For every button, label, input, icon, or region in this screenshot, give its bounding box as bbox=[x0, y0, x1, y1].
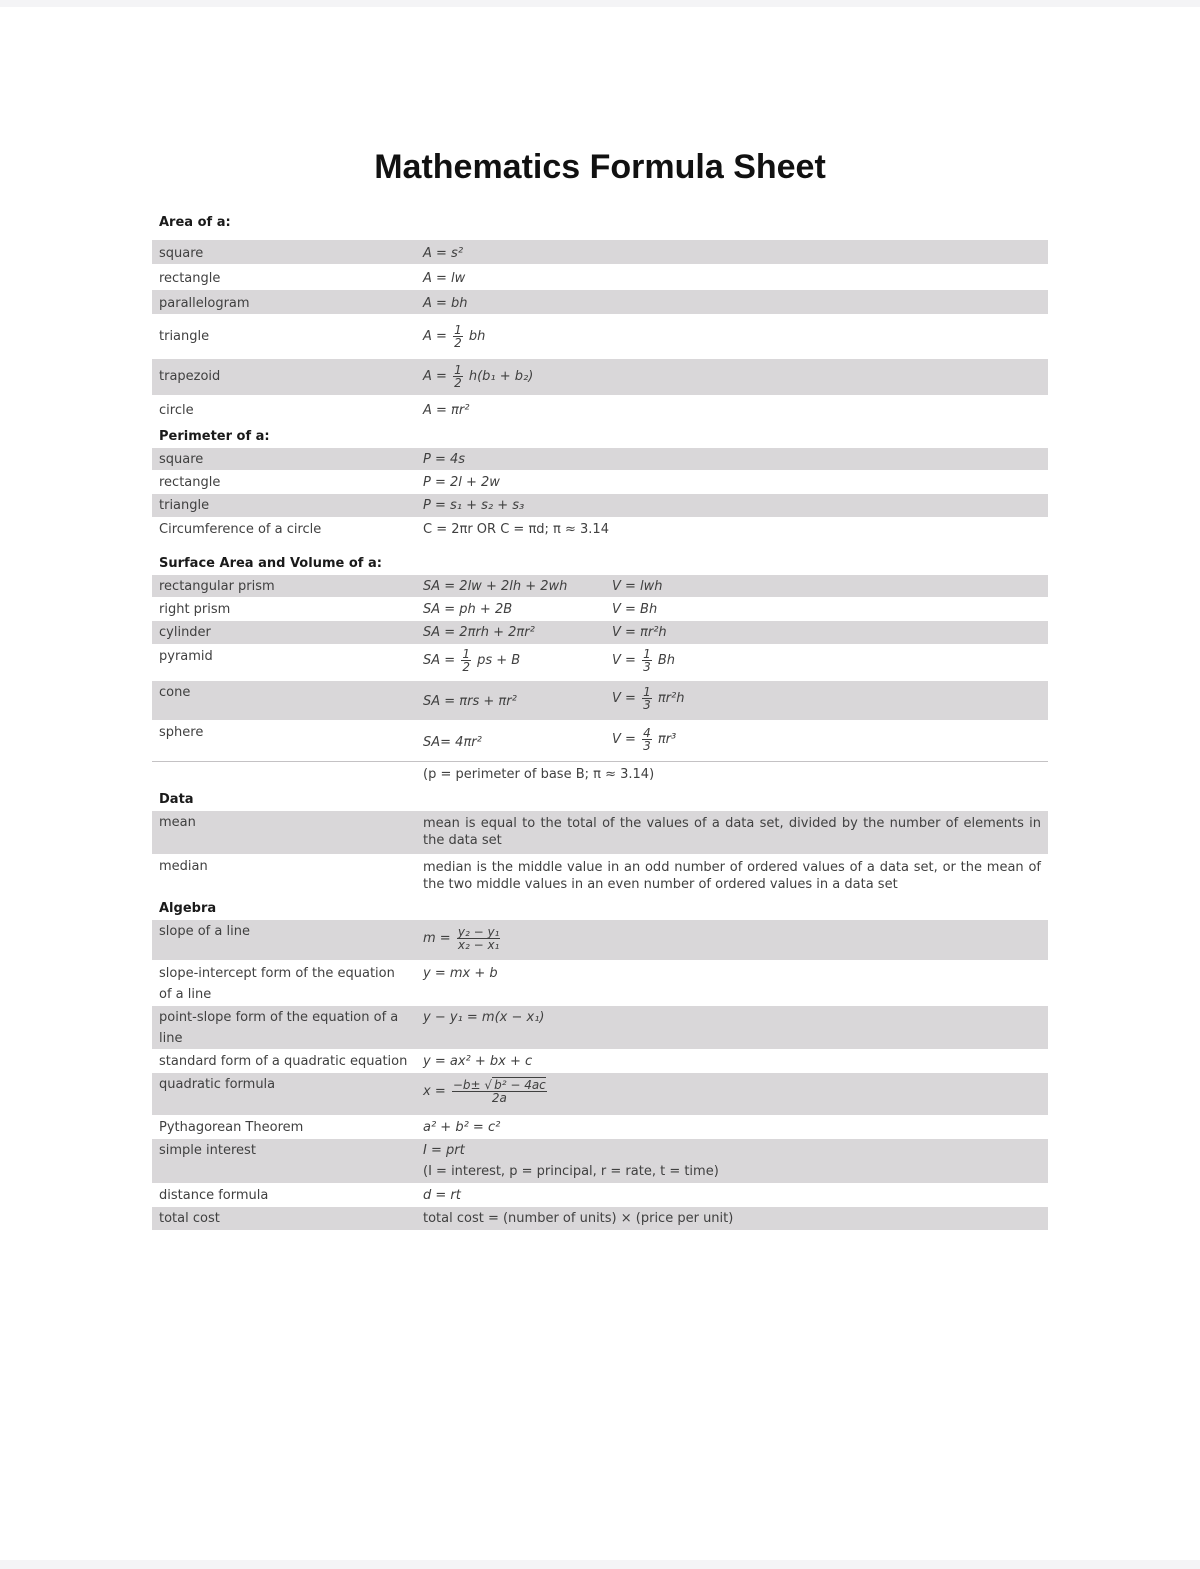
volume-formula bbox=[612, 686, 684, 711]
fraction bbox=[642, 686, 652, 711]
formula bbox=[423, 1079, 549, 1104]
fraction-numerator: 1 bbox=[643, 647, 651, 661]
volume-formula bbox=[612, 648, 675, 673]
row-label: slope-intercept form of the equation of a line bbox=[159, 966, 395, 1002]
right-prism-row bbox=[152, 598, 1048, 620]
simple-interest-row bbox=[152, 1139, 1048, 1183]
formula: C = 2πr OR C = πd; π ≈ 3.14 bbox=[423, 522, 609, 537]
area-square-row bbox=[152, 240, 1048, 264]
formula-lhs: m = bbox=[423, 931, 451, 946]
surface-area-formula: SA = 2πrh + 2πr² bbox=[423, 625, 535, 640]
row-label: triangle bbox=[159, 498, 210, 513]
row-label: rectangle bbox=[159, 475, 221, 490]
formula-lhs: SA = bbox=[423, 653, 456, 668]
fraction-denominator: 2 bbox=[462, 660, 470, 674]
row-label: cylinder bbox=[159, 625, 211, 640]
formula: A = lw bbox=[423, 271, 466, 286]
fraction-denominator: 3 bbox=[643, 698, 651, 712]
surface-heading: Surface Area and Volume of a: bbox=[159, 556, 382, 571]
formula-rhs: πr³ bbox=[657, 732, 677, 747]
volume-formula: V = πr²h bbox=[612, 625, 667, 640]
surface-area-formula: SA = ph + 2B bbox=[423, 602, 513, 617]
surface-area-formula: SA = πrs + πr² bbox=[423, 694, 517, 709]
row-label: rectangle bbox=[159, 271, 221, 286]
surface-note-row bbox=[152, 763, 1048, 785]
numerator-term: −b± bbox=[452, 1078, 481, 1092]
rect-prism-row bbox=[152, 575, 1048, 597]
row-label: quadratic formula bbox=[159, 1077, 276, 1092]
radical-sign: √ bbox=[484, 1078, 493, 1092]
row-label: distance formula bbox=[159, 1188, 269, 1203]
formula: P = 4s bbox=[423, 452, 466, 467]
fraction-numerator: 1 bbox=[454, 363, 462, 377]
row-label: Circumference of a circle bbox=[159, 522, 322, 537]
formula-lhs: A = bbox=[423, 369, 447, 384]
row-label: square bbox=[159, 452, 204, 467]
row-label: parallelogram bbox=[159, 296, 250, 311]
pythagorean-row bbox=[152, 1116, 1048, 1138]
formula: y = mx + b bbox=[423, 966, 498, 981]
formula-rhs: bh bbox=[468, 329, 486, 344]
row-label: mean bbox=[159, 815, 196, 830]
perimeter-square-row bbox=[152, 448, 1048, 470]
formula-lhs: x = bbox=[423, 1084, 446, 1099]
row-label: standard form of a quadratic equation bbox=[159, 1054, 408, 1069]
fraction bbox=[452, 1079, 547, 1104]
formula-rhs: Bh bbox=[657, 653, 676, 668]
row-label: circle bbox=[159, 403, 194, 418]
row-label: rectangular prism bbox=[159, 579, 275, 594]
surface-note: (p = perimeter of base B; π ≈ 3.14) bbox=[423, 767, 655, 782]
volume-formula bbox=[612, 727, 676, 752]
row-label: cone bbox=[159, 685, 191, 700]
surface-area-formula: SA = 2lw + 2lh + 2wh bbox=[423, 579, 568, 594]
median-row bbox=[152, 855, 1048, 898]
cylinder-row bbox=[152, 621, 1048, 644]
formula: d = rt bbox=[423, 1188, 461, 1203]
formula bbox=[423, 926, 502, 951]
formula-note: (I = interest, p = principal, r = rate, t = time) bbox=[423, 1164, 719, 1179]
perimeter-circle-row bbox=[152, 518, 1048, 540]
row-label: sphere bbox=[159, 725, 204, 740]
surface-area-formula: SA= 4πr² bbox=[423, 735, 482, 750]
surface-area-formula bbox=[423, 648, 520, 673]
formula bbox=[423, 364, 533, 389]
fraction bbox=[642, 648, 652, 673]
formula-rhs: ps + B bbox=[477, 653, 521, 668]
fraction bbox=[453, 364, 463, 389]
formula: A = s² bbox=[423, 246, 464, 261]
perimeter-heading: Perimeter of a: bbox=[159, 429, 270, 444]
definition-text: mean is equal to the total of the values of a data set, divided by the number of elements in the data set bbox=[423, 816, 1041, 848]
fraction-denominator: 2 bbox=[454, 336, 462, 350]
formula: total cost = (number of units) × (price per unit) bbox=[423, 1211, 734, 1226]
fraction-denominator: 2 bbox=[454, 376, 462, 390]
row-label: total cost bbox=[159, 1211, 220, 1226]
standard-quadratic-row bbox=[152, 1050, 1048, 1072]
mean-row bbox=[152, 811, 1048, 854]
area-rectangle-row bbox=[152, 265, 1048, 289]
fraction-numerator: 1 bbox=[454, 323, 462, 337]
definition-text: median is the middle value in an odd number of ordered values of a data set, or the mean of the two middle values in an even number of ordered values in a data set bbox=[423, 860, 1041, 892]
volume-formula: V = lwh bbox=[612, 579, 663, 594]
row-label: triangle bbox=[159, 329, 210, 344]
area-parallelogram-row bbox=[152, 290, 1048, 314]
distance-row bbox=[152, 1184, 1048, 1206]
data-heading: Data bbox=[159, 792, 194, 807]
formula: I = prt bbox=[423, 1143, 465, 1158]
row-label: square bbox=[159, 246, 204, 261]
formula-lhs: V = bbox=[612, 732, 636, 747]
formula: y − y₁ = m(x − x₁) bbox=[423, 1010, 545, 1025]
sphere-row bbox=[152, 721, 1048, 761]
fraction bbox=[461, 648, 471, 673]
formula-lhs: A = bbox=[423, 329, 447, 344]
fraction-numerator: 1 bbox=[643, 685, 651, 699]
algebra-heading: Algebra bbox=[159, 901, 217, 916]
formula-lhs: V = bbox=[612, 691, 636, 706]
formula-lhs: V = bbox=[612, 653, 636, 668]
radicand: b² − 4ac bbox=[494, 1078, 546, 1092]
fraction-denominator: 2a bbox=[491, 1091, 507, 1105]
area-heading: Area of a: bbox=[159, 215, 231, 230]
formula: A = bh bbox=[423, 296, 468, 311]
fraction-denominator: x₂ − x₁ bbox=[457, 938, 500, 952]
formula: A = πr² bbox=[423, 403, 470, 418]
fraction bbox=[642, 727, 652, 752]
page-title: Mathematics Formula Sheet bbox=[374, 148, 826, 186]
volume-formula: V = Bh bbox=[612, 602, 658, 617]
formula: P = 2l + 2w bbox=[423, 475, 500, 490]
area-trapezoid-row bbox=[152, 359, 1048, 395]
row-label: Pythagorean Theorem bbox=[159, 1120, 304, 1135]
slope-intercept-row bbox=[152, 962, 1048, 1005]
perimeter-triangle-row bbox=[152, 494, 1048, 517]
cone-row bbox=[152, 681, 1048, 720]
area-triangle-row bbox=[152, 316, 1048, 358]
fraction-numerator: 1 bbox=[462, 647, 470, 661]
row-label: point-slope form of the equation of a line bbox=[159, 1010, 399, 1046]
formula: y = ax² + bx + c bbox=[423, 1054, 533, 1069]
slope-row bbox=[152, 920, 1048, 960]
formula bbox=[423, 324, 485, 349]
fraction-denominator: 3 bbox=[643, 739, 651, 753]
fraction bbox=[453, 324, 463, 349]
total-cost-row bbox=[152, 1207, 1048, 1230]
row-label: pyramid bbox=[159, 649, 213, 664]
area-circle-row bbox=[152, 397, 1048, 421]
fraction-numerator: y₂ − y₁ bbox=[457, 925, 500, 939]
row-label: simple interest bbox=[159, 1143, 256, 1158]
formula: a² + b² = c² bbox=[423, 1120, 501, 1135]
row-label: right prism bbox=[159, 602, 231, 617]
perimeter-rectangle-row bbox=[152, 471, 1048, 493]
formula: P = s₁ + s₂ + s₃ bbox=[423, 498, 525, 513]
divider bbox=[152, 761, 1048, 762]
formula-rhs: h(b₁ + b₂) bbox=[468, 369, 534, 384]
row-label: trapezoid bbox=[159, 369, 221, 384]
formula-rhs: πr²h bbox=[657, 691, 685, 706]
quadratic-formula-row bbox=[152, 1073, 1048, 1115]
fraction bbox=[457, 926, 501, 951]
fraction-denominator: 3 bbox=[643, 660, 651, 674]
fraction-numerator: 4 bbox=[643, 726, 651, 740]
row-label: slope of a line bbox=[159, 924, 250, 939]
row-label: median bbox=[159, 859, 208, 874]
pyramid-row bbox=[152, 645, 1048, 680]
point-slope-row bbox=[152, 1006, 1048, 1049]
